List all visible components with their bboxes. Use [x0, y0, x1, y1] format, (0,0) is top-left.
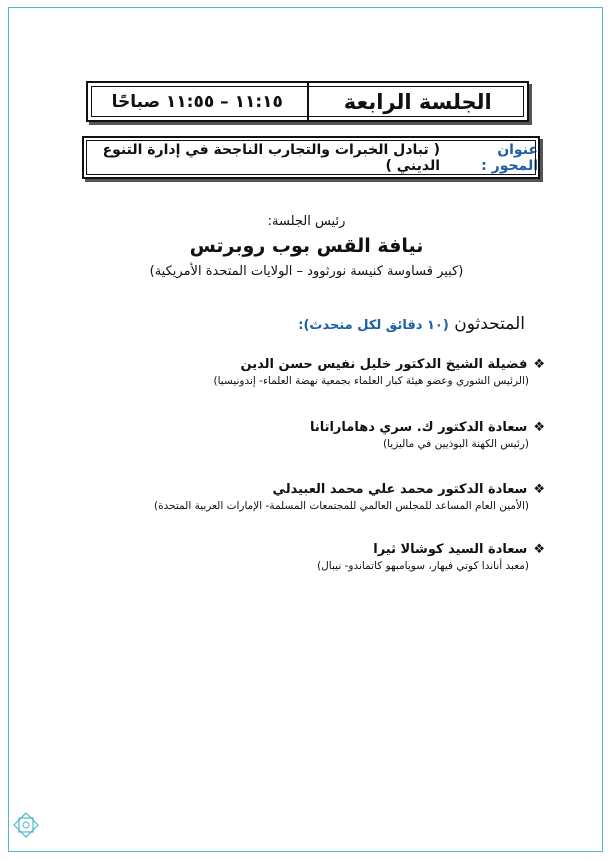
chair-role: (كبير قساوسة كنيسة نورثوود – الولايات المتحدة الأمريكية)	[149, 264, 464, 279]
speaker-name: سعادة السيد كوشالا ثيرا	[373, 542, 528, 557]
speakers-heading	[298, 314, 525, 334]
speaker-title: (الأمين العام المساعد للمجلس العالمي للمجتمعات المسلمة- الإمارات العربية المتحدة)	[154, 500, 529, 512]
diamond-bullet-icon: ❖	[533, 357, 545, 372]
session-title: الجلسة الرابعة	[307, 83, 528, 120]
speaker-name: فضيلة الشيخ الدكتور خليل نفيس حسن الدين	[240, 357, 528, 372]
ornament-icon	[13, 812, 39, 838]
speaker-item	[75, 542, 545, 572]
theme-text: ( تبادل الخبرات والتجارب الناجحة في إدارة التنوع الديني )	[102, 141, 441, 174]
chair-name: نيافة القس بوب روبرتس	[189, 235, 424, 257]
session-time: ١١:١٥ – ١١:٥٥ صباحًا	[111, 91, 283, 112]
speaker-item	[75, 357, 545, 387]
session-header	[86, 81, 529, 122]
diamond-bullet-icon: ❖	[533, 482, 545, 497]
speakers-label: المتحدثون	[454, 314, 525, 334]
speaker-name: سعادة الدكتور محمد علي محمد العبيدلي	[272, 482, 528, 497]
theme-box	[82, 136, 540, 179]
speaker-title: (الرئيس الشوري وعضو هيئة كبار العلماء بجمعية نهضة العلماء- إندونيسيا)	[213, 375, 529, 387]
speakers-duration: (١٠ دقائق لكل متحدث):	[298, 318, 449, 333]
diamond-bullet-icon: ❖	[533, 542, 545, 557]
speaker-title: (رئيس الكهنة البوذيين في ماليزيا)	[383, 438, 529, 450]
speaker-name: سعادة الدكتور ك. سري دهاماراتانا	[309, 420, 528, 435]
theme-label: عنوان المحور :	[481, 141, 538, 174]
speaker-item	[75, 482, 545, 512]
speaker-title: (معبد أناندا كوتي فيهار، سويامبهو كاتماندو- نيبال)	[317, 560, 529, 572]
speaker-item	[75, 420, 545, 450]
chair-label: رئيس الجلسة:	[267, 214, 346, 229]
diamond-bullet-icon: ❖	[533, 420, 545, 435]
